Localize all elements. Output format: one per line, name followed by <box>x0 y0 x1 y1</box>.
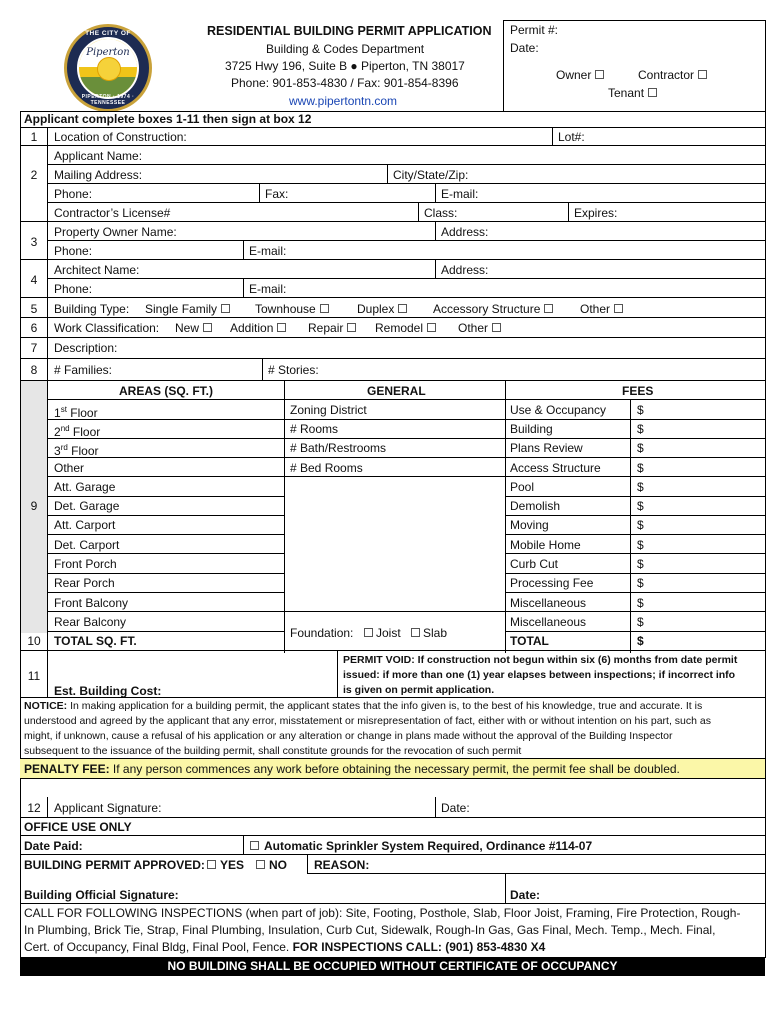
form-title: RESIDENTIAL BUILDING PERMIT APPLICATION <box>207 24 492 38</box>
row-number-4: 4 <box>30 273 38 287</box>
addition-option[interactable] <box>230 321 286 335</box>
owner-email-field[interactable]: E-mail: <box>249 244 287 258</box>
sprinkler-checkbox[interactable] <box>250 841 259 850</box>
area-3rd-floor-word: Floor <box>67 444 99 458</box>
date-paid-field[interactable]: Date Paid: <box>24 839 83 853</box>
new-option[interactable] <box>175 321 212 335</box>
area-1st-floor[interactable] <box>54 403 98 420</box>
approved-yes-label: YES <box>220 858 245 872</box>
row-number-7: 7 <box>30 341 38 355</box>
architect-email-field[interactable]: E-mail: <box>249 282 287 296</box>
permit-void-line-1: PERMIT VOID: If construction not begun within six (6) months from date permit <box>343 654 738 666</box>
permit-void-line-3: is given on permit application. <box>343 684 495 696</box>
architect-phone-field[interactable]: Phone: <box>54 282 93 296</box>
applicant-fax-field[interactable]: Fax: <box>265 187 289 201</box>
townhouse-label: Townhouse <box>255 302 316 316</box>
area-1st-floor-sup: st <box>60 405 67 414</box>
fee-pool: Pool <box>510 480 535 494</box>
remodel-label: Remodel <box>375 321 424 335</box>
fee-amount[interactable]: $ <box>637 615 644 629</box>
row-number-2: 2 <box>30 168 38 182</box>
architect-address-field[interactable]: Address: <box>441 263 489 277</box>
area-det-carport[interactable]: Det. Carport <box>54 538 120 552</box>
accessory-structure-checkbox[interactable] <box>544 304 553 313</box>
accessory-structure-option[interactable] <box>433 302 553 316</box>
area-2nd-floor-word: Floor <box>69 425 101 439</box>
notice-line-2: understood and agreed by the applicant that any error, misstatement or misrepresentation of fact, either with or without intention on his part, such as <box>24 715 711 727</box>
row-number-1: 1 <box>30 130 38 144</box>
fee-amount[interactable]: $ <box>637 499 644 513</box>
permit-number-label: Permit #: <box>510 23 559 37</box>
approved-yes-checkbox[interactable] <box>207 860 216 869</box>
area-3rd-floor[interactable] <box>54 441 99 458</box>
new-label: New <box>175 321 200 335</box>
penalty-fee-text <box>24 762 680 776</box>
general-header: GENERAL <box>367 384 426 398</box>
expires-field[interactable]: Expires: <box>574 206 618 220</box>
penalty-description: If any person commences any work before obtaining the necessary permit, the permit fee shall be doubled. <box>109 762 680 776</box>
owner-option[interactable] <box>556 68 604 82</box>
seal-name-text: Piperton <box>86 47 130 58</box>
area-att-garage[interactable]: Att. Garage <box>54 480 116 494</box>
fee-amount[interactable]: $ <box>637 576 644 590</box>
other-work-checkbox[interactable] <box>492 323 501 332</box>
seal-top-text: THE CITY OF <box>85 30 131 37</box>
areas-header: AREAS (SQ. FT.) <box>119 384 214 398</box>
sprinkler-label: Automatic Sprinkler System Required, Ordinance #114-07 <box>264 839 593 853</box>
repair-label: Repair <box>308 321 344 335</box>
other-type-label: Other <box>580 302 611 316</box>
accessory-structure-label: Accessory Structure <box>433 302 541 316</box>
duplex-label: Duplex <box>357 302 395 316</box>
approved-no-checkbox[interactable] <box>256 860 265 869</box>
official-date-field[interactable]: Date: <box>510 888 541 902</box>
description-field[interactable]: Description: <box>54 341 118 355</box>
inspections-line-3 <box>24 940 545 954</box>
header-date-label: Date: <box>510 41 539 55</box>
slab-option[interactable] <box>411 626 447 640</box>
area-rear-porch[interactable]: Rear Porch <box>54 576 115 590</box>
foundation-label: Foundation: <box>290 626 354 640</box>
area-3rd-floor-sup: rd <box>60 443 68 452</box>
other-type-option[interactable] <box>580 302 623 316</box>
fee-amount[interactable]: $ <box>637 557 644 571</box>
fee-amount[interactable]: $ <box>637 480 644 494</box>
sprinkler-option[interactable] <box>250 839 592 853</box>
notice-line-3: might, if unknown, cause a refusal of his application or any alteration or change in plans made without the approval of the Building Inspector <box>24 730 673 742</box>
remodel-option[interactable] <box>375 321 436 335</box>
address: 3725 Hwy 196, Suite B ● Piperton, TN 38017 <box>225 59 465 73</box>
fee-moving: Moving <box>510 518 549 532</box>
area-2nd-floor-sup: nd <box>60 424 70 433</box>
tenant-checkbox[interactable] <box>648 88 657 97</box>
office-use-title: OFFICE USE ONLY <box>24 820 132 834</box>
seal-bottom-text: PIPERTON · 1974 · TENNESSEE <box>81 94 135 106</box>
rooms-field[interactable]: # Rooms <box>290 422 339 436</box>
duplex-option[interactable] <box>357 302 407 316</box>
city-state-zip-field[interactable]: City/State/Zip: <box>393 168 469 182</box>
class-field[interactable]: Class: <box>424 206 458 220</box>
penalty-label: PENALTY FEE: <box>24 762 110 776</box>
fee-amount[interactable]: $ <box>637 403 644 417</box>
new-checkbox[interactable] <box>203 323 212 332</box>
fee-use-occupancy: Use & Occupancy <box>510 403 607 417</box>
instructions: Applicant complete boxes 1-11 then sign at box 12 <box>24 112 312 126</box>
approved-no-option[interactable] <box>256 858 287 872</box>
area-front-balcony[interactable]: Front Balcony <box>54 596 129 610</box>
addition-checkbox[interactable] <box>277 323 286 332</box>
fee-miscellaneous-2: Miscellaneous <box>510 615 587 629</box>
location-field[interactable]: Location of Construction: <box>54 130 187 144</box>
row-number-10: 10 <box>27 634 41 648</box>
row-number-8: 8 <box>30 363 38 377</box>
contractor-checkbox[interactable] <box>698 70 707 79</box>
fee-mobile-home: Mobile Home <box>510 538 581 552</box>
seal-center <box>77 37 139 99</box>
row-number-12: 12 <box>27 801 41 815</box>
inspections-line-2: In Plumbing, Brick Tie, Strap, Final Plumbing, Insulation, Curb Cut, Sidewalk, Rough-In Gas, Gas Final, Mech. Temp., Mech. Final, <box>24 923 716 937</box>
est-building-cost-field[interactable]: Est. Building Cost: <box>54 684 162 698</box>
fee-amount[interactable]: $ <box>637 441 644 455</box>
owner-name-field[interactable]: Property Owner Name: <box>54 225 177 239</box>
repair-checkbox[interactable] <box>347 323 356 332</box>
repair-option[interactable] <box>308 321 356 335</box>
footer-warning-bar: NO BUILDING SHALL BE OCCUPIED WITHOUT CERTIFICATE OF OCCUPANCY <box>20 957 765 976</box>
slab-label: Slab <box>423 626 448 640</box>
fees-header: FEES <box>622 384 654 398</box>
approved-yes-option[interactable] <box>207 858 244 872</box>
area-2nd-floor[interactable] <box>54 422 100 439</box>
notice-label: NOTICE: <box>24 700 68 712</box>
other-work-option[interactable] <box>458 321 501 335</box>
area-3rd-floor-num: 3 <box>54 444 61 458</box>
fee-total-amount[interactable]: $ <box>637 634 644 648</box>
row-number-5: 5 <box>30 302 38 316</box>
permit-void-line-2: issued: if more than one (1) year elapses between inspections; if incorrect info <box>343 669 736 681</box>
fee-total-label: TOTAL <box>510 634 549 648</box>
slab-checkbox[interactable] <box>411 628 420 637</box>
fee-amount[interactable]: $ <box>637 461 644 475</box>
single-family-checkbox[interactable] <box>221 304 230 313</box>
contractor-label: Contractor <box>638 68 695 82</box>
permit-approved-label: BUILDING PERMIT APPROVED: <box>24 858 205 872</box>
bath-restrooms-field[interactable]: # Bath/Restrooms <box>290 441 387 455</box>
fee-amount[interactable]: $ <box>637 538 644 552</box>
area-rear-balcony[interactable]: Rear Balcony <box>54 615 127 629</box>
row-number-9: 9 <box>30 499 38 513</box>
inspections-phone: FOR INSPECTIONS CALL: (901) 853-4830 X4 <box>292 940 546 954</box>
area-1st-floor-word: Floor <box>66 406 98 420</box>
row-number-6: 6 <box>30 321 38 335</box>
joist-option[interactable] <box>364 626 401 640</box>
zoning-district-field[interactable]: Zoning District <box>290 403 367 417</box>
stories-field[interactable]: # Stories: <box>268 363 319 377</box>
owner-address-field[interactable]: Address: <box>441 225 489 239</box>
mailing-address-field[interactable]: Mailing Address: <box>54 168 143 182</box>
fee-amount[interactable]: $ <box>637 422 644 436</box>
architect-name-field[interactable]: Architect Name: <box>54 263 140 277</box>
fee-access-structure: Access Structure <box>510 461 601 475</box>
contractor-option[interactable] <box>638 68 707 82</box>
area-1st-floor-num: 1 <box>54 406 61 420</box>
notice-line-4: subsequent to the issuance of the building permit, shall constitute grounds for the revocation of such permit <box>24 745 522 757</box>
applicant-name-field[interactable]: Applicant Name: <box>54 149 143 163</box>
reason-field[interactable]: REASON: <box>314 858 370 872</box>
department: Building & Codes Department <box>266 42 425 56</box>
row-number-11: 11 <box>27 669 41 683</box>
area-other[interactable]: Other <box>54 461 85 475</box>
total-sqft[interactable]: TOTAL SQ. FT. <box>54 634 137 648</box>
applicant-phone-field[interactable]: Phone: <box>54 187 93 201</box>
fee-amount[interactable]: $ <box>637 596 644 610</box>
fee-miscellaneous-1: Miscellaneous <box>510 596 587 610</box>
area-att-carport[interactable]: Att. Carport <box>54 518 116 532</box>
contractor-license-field[interactable]: Contractor’s License# <box>54 206 171 220</box>
tenant-option[interactable] <box>608 86 657 100</box>
signature-date-field[interactable]: Date: <box>441 801 470 815</box>
work-classification-label: Work Classification: <box>54 321 160 335</box>
families-field[interactable]: # Families: <box>54 363 113 377</box>
fee-curb-cut: Curb Cut <box>510 557 559 571</box>
fee-amount[interactable]: $ <box>637 518 644 532</box>
city-seal-logo <box>64 24 152 112</box>
row-number-3: 3 <box>30 235 38 249</box>
official-signature-field[interactable]: Building Official Signature: <box>24 888 179 902</box>
approved-no-label: NO <box>269 858 287 872</box>
owner-label: Owner <box>556 68 592 82</box>
fee-building: Building <box>510 422 553 436</box>
inspections-line-1: CALL FOR FOLLOWING INSPECTIONS (when part of job): Site, Footing, Posthole, Slab, Floor Joist, Framing, Fire Protection, Rough- <box>24 906 741 920</box>
remodel-checkbox[interactable] <box>427 323 436 332</box>
building-type-label: Building Type: <box>54 302 130 316</box>
townhouse-option[interactable] <box>255 302 329 316</box>
fee-demolish: Demolish <box>510 499 561 513</box>
inspections-line-3-text: Cert. of Occupancy, Final Bldg, Final Pool, Fence. <box>24 940 293 954</box>
addition-label: Addition <box>230 321 274 335</box>
single-family-label: Single Family <box>145 302 218 316</box>
applicant-signature-field[interactable]: Applicant Signature: <box>54 801 162 815</box>
bed-rooms-field[interactable]: # Bed Rooms <box>290 461 363 475</box>
phone-fax: Phone: 901-853-4830 / Fax: 901-854-8396 <box>231 76 459 90</box>
other-type-checkbox[interactable] <box>614 304 623 313</box>
single-family-option[interactable] <box>145 302 230 316</box>
area-det-garage[interactable]: Det. Garage <box>54 499 120 513</box>
applicant-email-field[interactable]: E-mail: <box>441 187 479 201</box>
website-link[interactable]: www.pipertontn.com <box>289 94 398 108</box>
owner-checkbox[interactable] <box>595 70 604 79</box>
lot-field[interactable]: Lot#: <box>558 130 585 144</box>
townhouse-checkbox[interactable] <box>320 304 329 313</box>
area-2nd-floor-num: 2 <box>54 425 61 439</box>
joist-checkbox[interactable] <box>364 628 373 637</box>
duplex-checkbox[interactable] <box>398 304 407 313</box>
fee-plans-review: Plans Review <box>510 441 583 455</box>
other-work-label: Other <box>458 321 489 335</box>
notice-line-1 <box>24 699 702 713</box>
area-front-porch[interactable]: Front Porch <box>54 557 117 571</box>
joist-label: Joist <box>376 626 401 640</box>
notice-text-1: In making application for a building permit, the applicant states that the info given is, to the best of his knowledge, true and accurate. It is <box>67 700 703 712</box>
owner-phone-field[interactable]: Phone: <box>54 244 93 258</box>
tenant-label: Tenant <box>608 86 645 100</box>
fee-processing: Processing Fee <box>510 576 594 590</box>
